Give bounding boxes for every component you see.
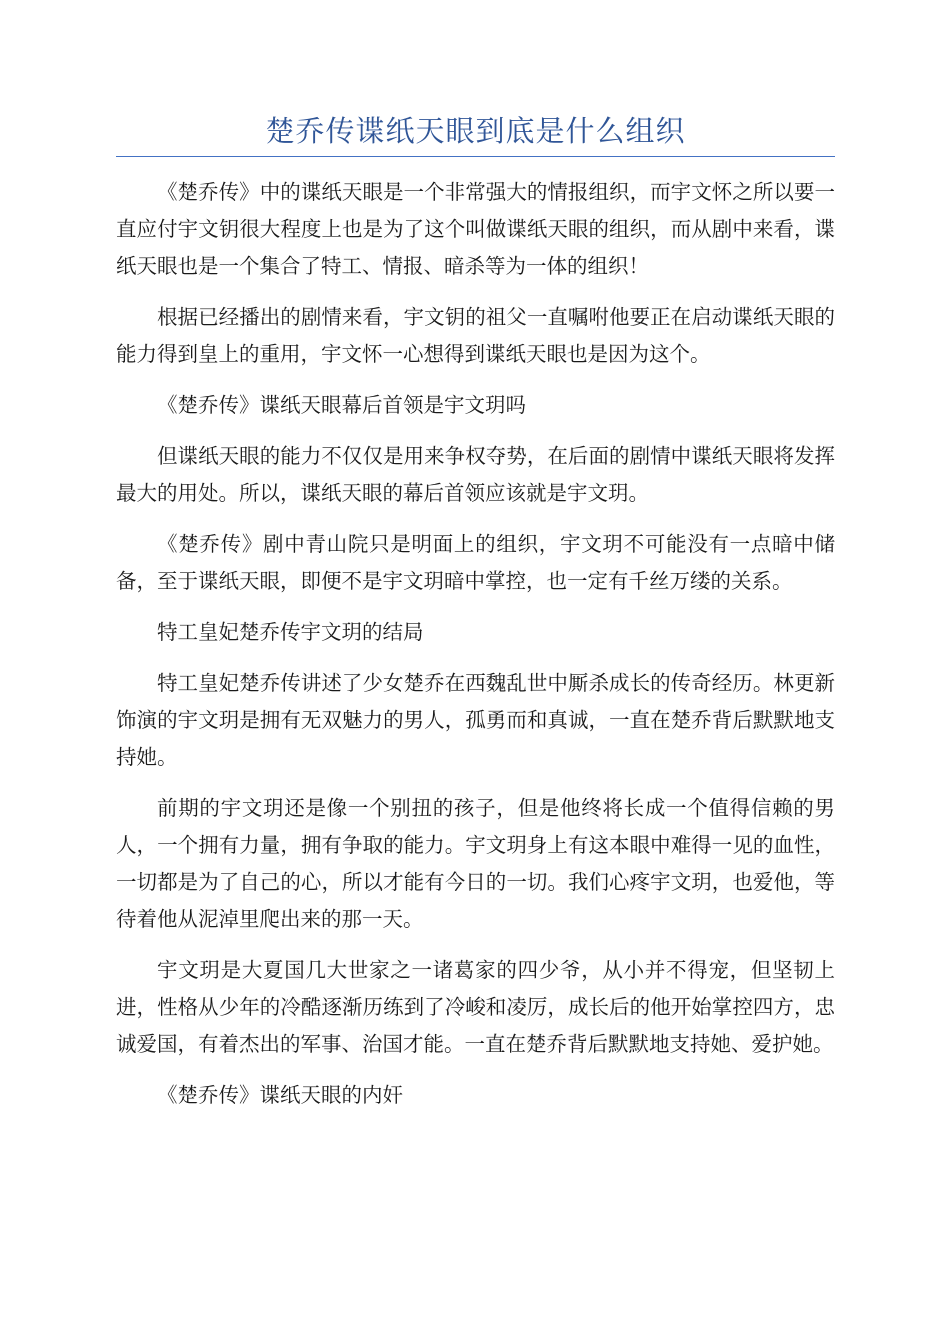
section-heading: 特工皇妃楚乔传宇文玥的结局 [157, 620, 424, 644]
section-heading: 《楚乔传》谍纸天眼的内奸 [157, 1083, 403, 1107]
paragraph: 特工皇妃楚乔传讲述了少女楚乔在西魏乱世中厮杀成长的传奇经历。林更新饰演的宇文玥是拥有无双魅力的男人，孤勇而和真诚，一直在楚乔背后默默地支持她。 [116, 671, 835, 769]
paragraph: 前期的宇文玥还是像一个别扭的孩子，但是他终将长成一个值得信赖的男人，一个拥有力量，拥有争取的能力。宇文玥身上有这本眼中难得一见的血性，一切都是为了自己的心，所以才能有今日的一切。我们心疼宇文玥，也爱他，等待着他从泥淖里爬出来的那一天。 [116, 796, 835, 931]
paragraph: 《楚乔传》中的谍纸天眼是一个非常强大的情报组织，而宇文怀之所以要一直应付宇文钥很大程度上也是为了这个叫做谍纸天眼的组织，而从剧中来看，谍纸天眼也是一个集合了特工、情报、暗杀等为一体的组织！ [116, 180, 835, 278]
document-title: 楚乔传谍纸天眼到底是什么组织 [265, 114, 686, 148]
section-heading: 《楚乔传》谍纸天眼幕后首领是宇文玥吗 [157, 393, 526, 417]
document-body [116, 174, 835, 1128]
paragraph: 宇文玥是大夏国几大世家之一诸葛家的四少爷，从小并不得宠，但坚韧上进，性格从少年的冷酷逐渐历练到了冷峻和凌厉，成长后的他开始掌控四方，忠诚爱国，有着杰出的军事、治国才能。一直在楚乔背后默默地支持她、爱护她。 [116, 958, 835, 1056]
paragraph: 根据已经播出的剧情来看，宇文钥的祖父一直嘱咐他要正在启动谍纸天眼的能力得到皇上的重用，宇文怀一心想得到谍纸天眼也是因为这个。 [116, 305, 835, 366]
title-block [116, 108, 835, 157]
paragraph: 但谍纸天眼的能力不仅仅是用来争权夺势，在后面的剧情中谍纸天眼将发挥最大的用处。所以，谍纸天眼的幕后首领应该就是宇文玥。 [116, 444, 835, 505]
paragraph: 《楚乔传》剧中青山院只是明面上的组织，宇文玥不可能没有一点暗中储备，至于谍纸天眼，即便不是宇文玥暗中掌控，也一定有千丝万缕的关系。 [116, 532, 835, 593]
